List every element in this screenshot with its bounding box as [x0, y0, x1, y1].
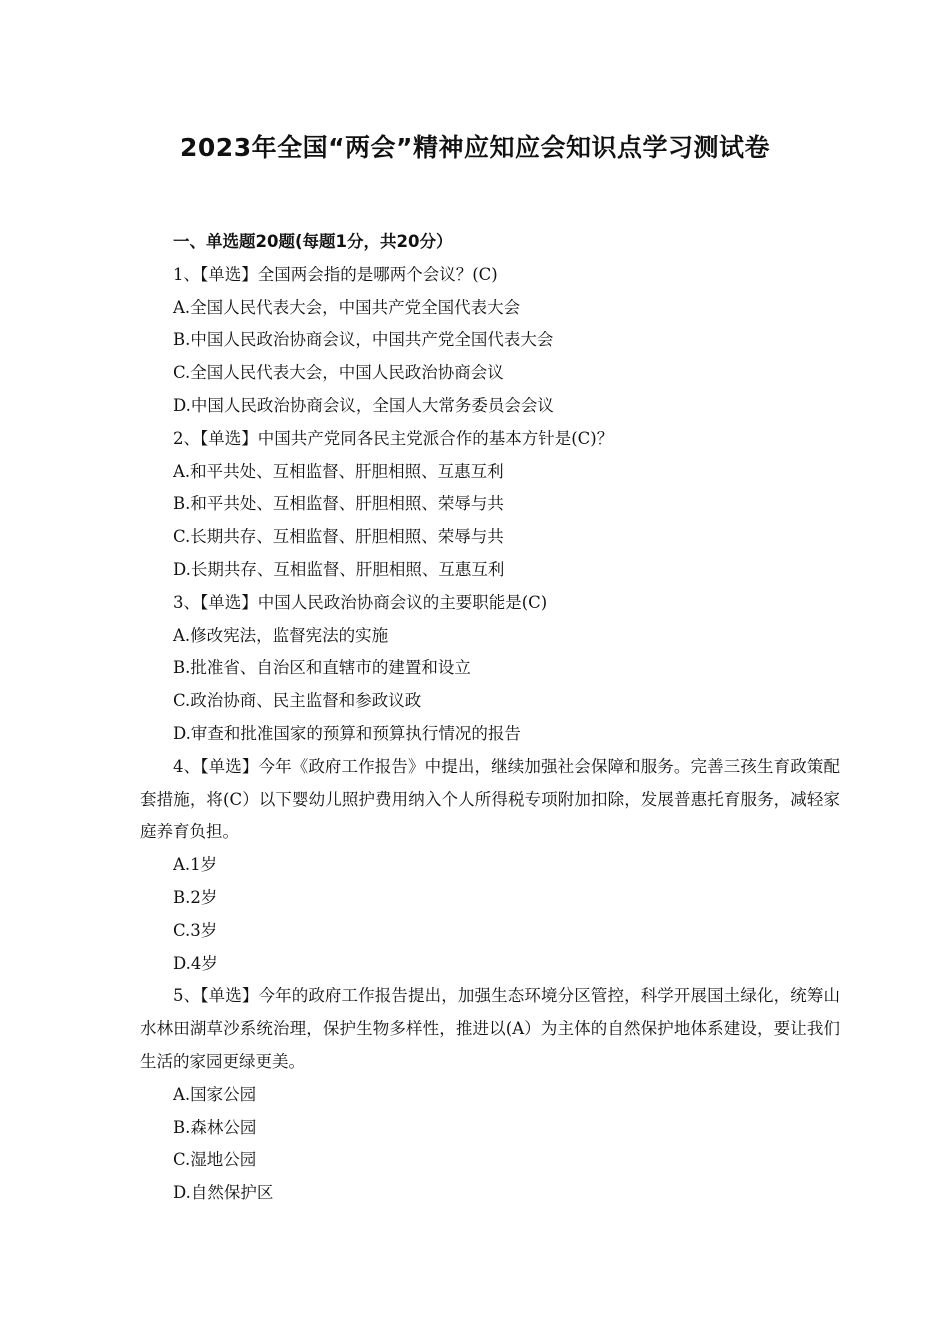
section-heading: 一、单选题20题(每题1分，共20分）: [173, 232, 453, 251]
question-stem: 3、【单选】中国人民政治协商会议的主要职能是(C): [173, 592, 548, 612]
answer-option: B.中国人民政治协商会议，中国共产党全国代表大会: [173, 330, 554, 350]
answer-option: A.和平共处、互相监督、肝胆相照、互惠互利: [173, 461, 504, 481]
answer-option: B.森林公园: [173, 1117, 257, 1137]
answer-option: C.长期共存、互相监督、肝胆相照、荣辱与共: [173, 527, 504, 547]
answer-option: D.中国人民政治协商会议，全国人大常务委员会会议: [173, 395, 554, 415]
question-stem: 4、【单选】今年《政府工作报告》中提出，继续加强社会保障和服务。完善三孩生育政策配套措施，将(C）以下婴幼儿照护费用纳入个人所得税专项附加扣除，发展普惠托育服务，减轻家庭养育负担。: [140, 756, 840, 842]
answer-option: D.长期共存、互相监督、肝胆相照、互惠互利: [173, 559, 505, 579]
document-body: [140, 226, 840, 1210]
answer-option: B.2岁: [173, 887, 218, 907]
answer-option: C.政治协商、民主监督和参政议政: [173, 691, 422, 711]
answer-option: C.湿地公园: [173, 1150, 257, 1170]
answer-option: D.4岁: [173, 953, 218, 973]
answer-option: B.批准省、自治区和直辖市的建置和设立: [173, 658, 471, 678]
answer-option: A.修改宪法，监督宪法的实施: [173, 625, 389, 645]
answer-option: C.3岁: [173, 920, 218, 940]
answer-option: D.自然保护区: [173, 1183, 274, 1203]
question-stem: 1、【单选】全国两会指的是哪两个会议？(C): [173, 264, 498, 284]
answer-option: D.审查和批准国家的预算和预算执行情况的报告: [173, 723, 521, 743]
answer-option: A.全国人民代表大会，中国共产党全国代表大会: [173, 297, 521, 317]
question-stem: 5、【单选】今年的政府工作报告提出，加强生态环境分区管控，科学开展国土绿化，统筹山水林田湖草沙系统治理，保护生物多样性，推进以(A）为主体的自然保护地体系建设，要让我们生活的家园更绿更美。: [140, 986, 840, 1071]
question-stem: 2、【单选】中国共产党同各民主党派合作的基本方针是(C)？: [173, 428, 614, 448]
document-title: 2023年全国“两会”精神应知应会知识点学习测试卷: [180, 133, 770, 162]
answer-option: B.和平共处、互相监督、肝胆相照、荣辱与共: [173, 494, 504, 514]
answer-option: C.全国人民代表大会，中国人民政治协商会议: [173, 363, 504, 383]
answer-option: A.1岁: [173, 855, 218, 875]
answer-option: A.国家公园: [173, 1084, 257, 1104]
